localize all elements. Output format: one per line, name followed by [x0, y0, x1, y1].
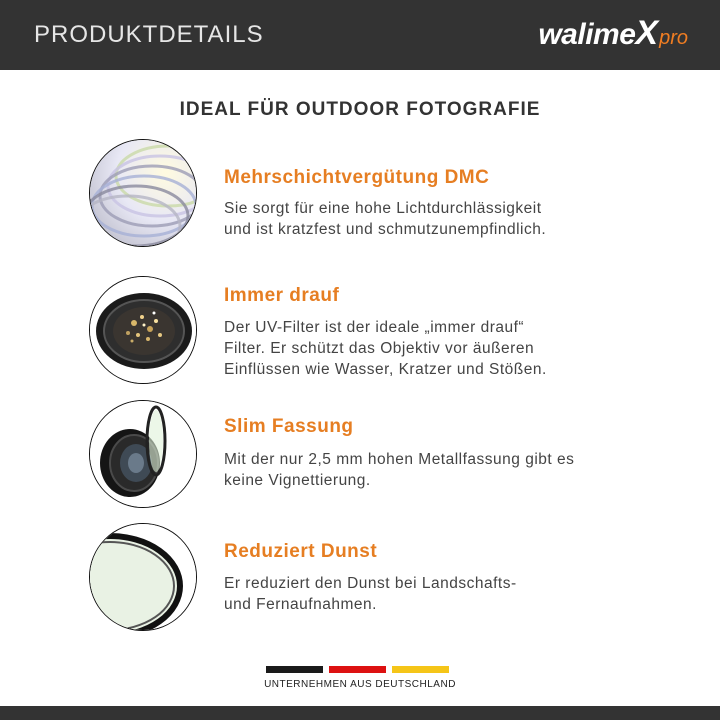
feature-title: Immer drauf — [224, 285, 340, 306]
feature-title: Reduziert Dunst — [224, 541, 378, 562]
feature-description: Mit der nur 2,5 mm hohen Metallfassung gibt es keine Vignettierung. — [224, 451, 575, 489]
feature-title: Mehrschichtvergütung DMC — [224, 167, 490, 188]
coated-glass-layers-icon — [89, 139, 197, 247]
page-title: PRODUKTDETAILS — [34, 21, 264, 48]
logo-sub: pro — [659, 27, 688, 49]
header-bar — [0, 0, 720, 70]
feature-title: Slim Fassung — [224, 416, 354, 437]
walimex-pro-logo — [538, 14, 688, 54]
filter-ring-icon — [89, 523, 197, 631]
dirty-lens-icon — [89, 276, 197, 384]
section-heading: IDEAL FÜR OUTDOOR FOTOGRAFIE — [179, 99, 541, 120]
logo-x: X — [635, 14, 659, 52]
feature-description: Er reduziert den Dunst bei Landschafts- und Fernaufnahmen. — [224, 575, 517, 613]
company-origin-caption: UNTERNEHMEN AUS DEUTSCHLAND — [264, 679, 456, 690]
feature-description: Sie sorgt für eine hohe Lichtdurchlässigkeit und ist kratzfest und schmutzunempfindlich. — [224, 200, 547, 238]
footer-bar — [0, 706, 720, 720]
flag-bar-red — [329, 666, 386, 673]
lens-with-filter-icon — [89, 400, 197, 508]
feature-description: Der UV-Filter ist der ideale „immer drauf“ Filter. Er schützt das Objektiv vor äußeren Einflüssen wie Wasser, Kratzer und Stößen. — [224, 319, 547, 378]
flag-bar-gold — [392, 666, 449, 673]
logo-brand: walime — [538, 18, 636, 51]
flag-bar-black — [266, 666, 323, 673]
